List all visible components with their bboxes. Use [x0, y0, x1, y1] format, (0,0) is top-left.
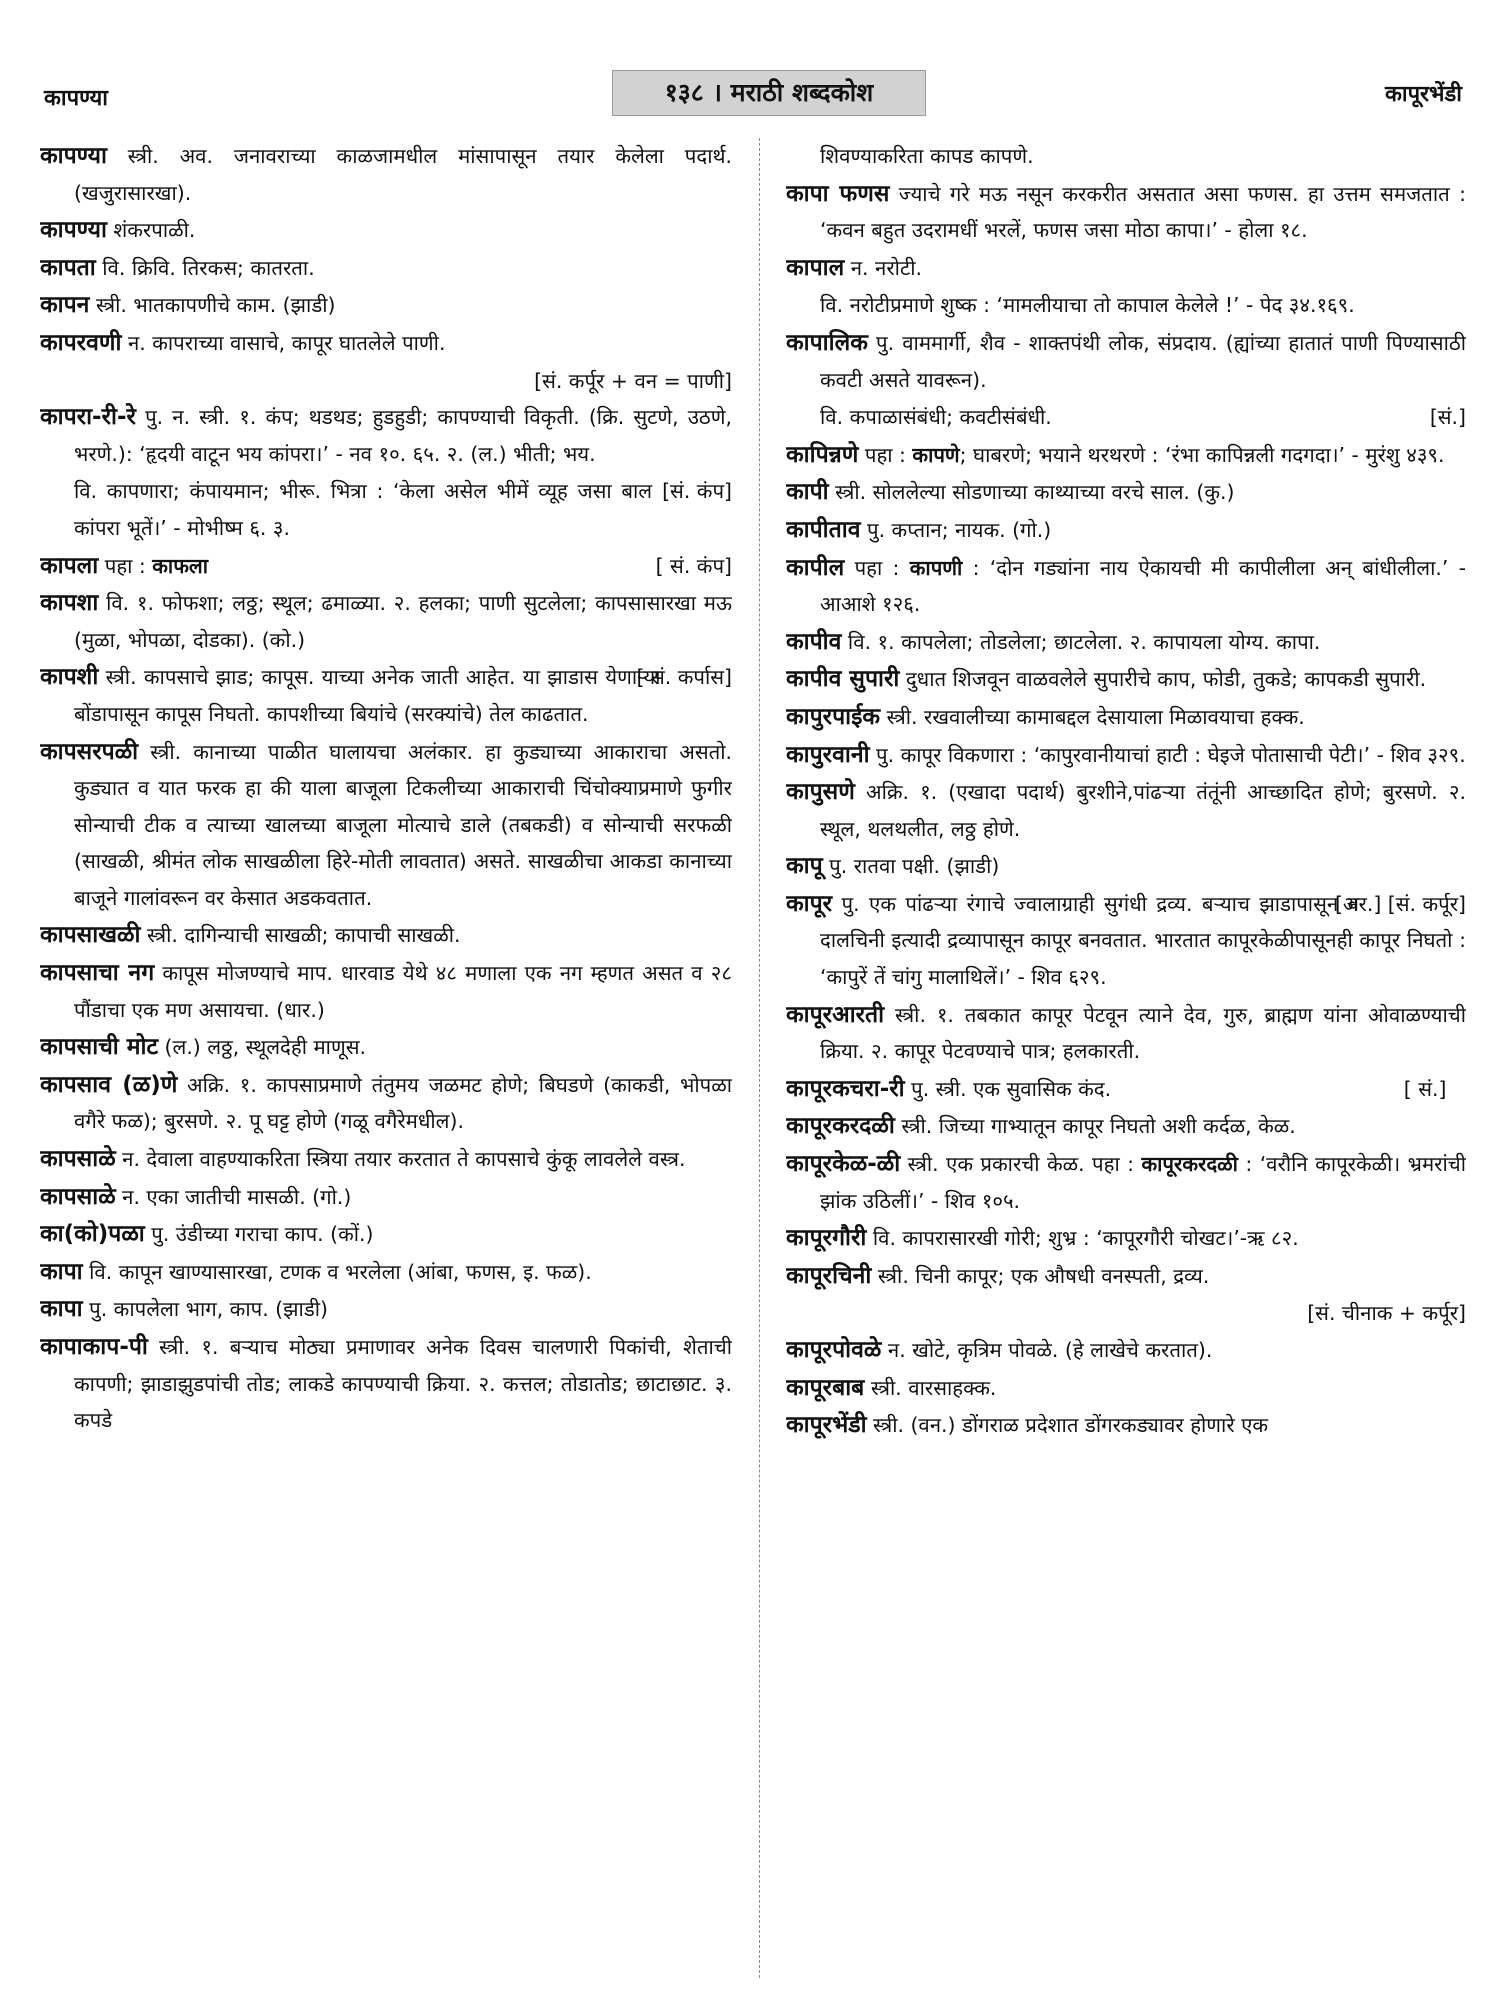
entry-headword: कापण्या	[40, 217, 107, 244]
dictionary-entry	[786, 997, 1466, 1070]
entry-headword: कापशा	[40, 590, 99, 617]
entry-headword: कापूरकेळ-ळी	[786, 1151, 901, 1178]
entry-definition: न. देवाला वाहण्याकरिता स्त्रिया तयार करतात ते कापसाचे कुंकू लावलेले वस्त्र.	[122, 1147, 686, 1172]
dictionary-entry	[786, 250, 1466, 287]
entry-definition: शंकरपाळी.	[113, 218, 196, 243]
dictionary-entry	[40, 250, 732, 287]
entry-definition: पु. एक पांढऱ्या रंगाचे ज्वालाग्राही सुगंधी द्रव्य. बऱ्याच झाडापासून व दालचिनी इत्यादी द्रव्यापासून कापूर बनवतात. भारतात कापूरकेळीपासूनही कापूर निघतो : ‘कापुरें तें चांगु मालाथिलें।’ - शिव ६२९.	[820, 891, 1466, 990]
entry-definition: वि. क्रिवि. तिरकस; कातरता.	[102, 255, 315, 280]
entry-definition: स्त्री. भातकापणीचे काम. (झाडी)	[95, 293, 336, 318]
entry-definition: स्त्री. अव. जनावराच्या काळजामधील मांसापासून तयार केलेला पदार्थ. (खजुरासारखा).	[74, 144, 732, 205]
entry-definition: वि. १. फोफशा; लठ्ठ; स्थूल; ढमाळ्या. २. हलका; पाणी सुटलेला; कापसासारखा मऊ (मुळा, भोपळा, दोडका). (को.)	[74, 591, 732, 652]
entry-headword: कापूरचिनी	[786, 1262, 872, 1289]
dictionary-entry	[786, 1407, 1466, 1444]
entry-definition: स्त्री. १. बऱ्याच मोठ्या प्रमाणावर अनेक दिवस चालणारी पिकांची, शेताची कापणी; झाडाझुडपांची तोड; लाकडे कापण्याची क्रिया. २. कत्तल; तोडातोड; छाटाछाट. ३. कपडे	[74, 1335, 732, 1433]
dictionary-entry	[40, 917, 732, 954]
dictionary-entry	[40, 1141, 732, 1178]
dictionary-entry	[40, 548, 732, 585]
entry-headword: कापा फणस	[786, 180, 890, 207]
entry-headword: कापसाचा नग	[40, 960, 155, 987]
dictionary-entry	[786, 325, 1466, 398]
entry-definition: पु. कप्तान; नायक. (गो.)	[866, 517, 1052, 542]
dictionary-entry	[786, 1370, 1466, 1407]
entry-definition: स्त्री. वारसाहक्क.	[870, 1375, 997, 1400]
dictionary-entry	[40, 325, 732, 362]
dictionary-entry	[786, 1220, 1466, 1257]
entry-headword: कापसरपळी	[40, 738, 139, 765]
dictionary-entry	[786, 699, 1466, 736]
entry-headword: कापू	[786, 853, 823, 880]
entry-headword: कापील	[786, 554, 845, 581]
entry-definition: पु. वाममार्गी, शैव - शाक्तपंथी लोक, संप्रदाय. (ह्यांच्या हातातं पाणी पिण्यासाठी कवटी असते यावरून).	[820, 330, 1466, 392]
entry-source: [सं. चीनाक + कर्पूर]	[1307, 1301, 1466, 1326]
entry-definition: स्त्री. (वन.) डोंगराळ प्रदेशात डोंगरकड्यावर होणारे एक	[873, 1413, 1269, 1438]
entry-headword: कापसाखळी	[40, 922, 141, 949]
entry-cross-reference: कापणी	[909, 555, 963, 580]
entry-definition: न. एका जातीची मासळी. (गो.)	[122, 1184, 352, 1209]
entry-source: [ सं. कंप]	[655, 553, 732, 578]
right-column	[786, 138, 1466, 1990]
entry-cross-reference: काफला	[152, 553, 209, 578]
header-last-word: कापूरभेंडी	[1384, 82, 1462, 107]
entry-definition: शिवण्याकरिता कापड कापणे.	[820, 144, 1034, 168]
dictionary-entry	[786, 774, 1466, 847]
dictionary-entry	[786, 886, 1466, 996]
entry-definition: न. नरोटी.	[850, 255, 922, 280]
entry-source: [अर.] [सं. कर्पूर]	[1334, 891, 1466, 916]
entry-definition: स्त्री. कानाच्या पाळीत घालायचा अलंकार. हा कुड्याच्या आकाराचा असतो. कुड्यात व यात फरक हा की याला बाजूला टिकलीच्या आकाराची चिंचोक्याप्रमाणे फुगीर सोन्याची टीक व त्याच्या खालच्या बाजूला मोत्याचे डाले (तबकडी) व सोन्याची सरफळी (साखळी, श्रीमंत लोक साखळीला हिरे-मोती लावतात) असते. साखळीचा आकडा कानाच्या बाजूने गालांवरून वर केसात अडकवतात.	[74, 739, 732, 910]
entry-definition: स्त्री. १. तबकात कापूर पेटवून त्याने देव, गुरु, ब्राह्मण यांना ओवाळण्याची क्रिया. २. कापूर पेटवण्याचे पात्र; हलकारती.	[820, 1002, 1466, 1064]
entry-definition-cont: : ‘वरौनि कापूरकेळी। भ्रमरांची झांक उठिलीं।’ - शिव १०५.	[820, 1152, 1466, 1213]
entry-definition: न. खोटे, कृत्रिम पोवळे. (हे लाखेचे करतात).	[887, 1338, 1213, 1362]
entry-definition: (ल.) लठ्ठ, स्थूलदेही माणूस.	[164, 1035, 366, 1060]
dictionary-entry	[786, 1258, 1466, 1295]
entry-headword: कापूर	[786, 890, 833, 917]
dictionary-entry	[786, 474, 1466, 511]
dictionary-entry	[40, 1067, 732, 1140]
entry-headword: कापीव सुपारी	[786, 666, 900, 693]
entry-definition: पहा :	[854, 555, 900, 580]
entry-headword: कापाकाप-पी	[40, 1334, 148, 1360]
dictionary-entry	[40, 212, 732, 249]
entry-definition: कापूस मोजण्याचे माप. धारवाड येथे ४८ मणाला एक नग म्हणत असत व २८ पौंडाचा एक मण असायचा. (धार.)	[74, 961, 732, 1022]
entry-definition: अक्रि. १. (एखादा पदार्थ) बुरशीने,पांढऱ्या तंतूंनी आच्छादित होणे; बुरसणे. २. स्थूल, थलथलीत, लठ्ठ होणे.	[820, 780, 1466, 841]
entry-headword: कापसाळे	[40, 1146, 116, 1173]
dictionary-entry	[40, 1329, 732, 1439]
entry-headword: कापसाळे	[40, 1183, 116, 1210]
dictionary-entry	[40, 659, 732, 732]
entry-definition: स्त्री. दागिन्याची साखळी; कापाची साखळी.	[146, 923, 461, 948]
dictionary-entry	[40, 734, 732, 917]
entry-definition: ज्याचे गरे मऊ नसून करकरीत असतात असा फणस. हा उत्तम समजतात : ‘कवन बहुत उदरामधीं भरलें, फणस जसा मोठा कापा।’ - होला १८.	[820, 181, 1466, 243]
dictionary-entry	[40, 287, 732, 324]
entry-definition-cont: : ‘दोन गड्यांना नाय ऐकायची मी कापीलीला अन् बांधीलीला.’ - आआशे १२६.	[820, 555, 1466, 617]
dictionary-entry	[40, 1291, 732, 1328]
entry-headword: कापरा-री-रे	[40, 404, 136, 431]
dictionary-entry	[40, 1029, 732, 1066]
entry-headword: कापूरभेंडी	[786, 1412, 867, 1439]
entry-source: [सं. कर्पूर + वन = पाणी]	[534, 368, 732, 393]
column-divider	[759, 138, 760, 1978]
entry-headword: कापालिक	[786, 329, 868, 356]
entry-source: [ सं. कर्पास]	[636, 665, 732, 690]
dictionary-entry	[786, 624, 1466, 661]
entry-sub-definition: [सं.] वि. कपाळासंबंधी; कवटीसंबंधी.	[786, 399, 1466, 436]
entry-headword: कापूरकचरा-री	[786, 1075, 905, 1102]
entry-headword: कापिन्नणे	[786, 441, 859, 468]
entry-headword: कापुरवानी	[786, 741, 870, 768]
dictionary-entry	[786, 661, 1466, 698]
entry-headword: कापा	[40, 1296, 83, 1323]
entry-headword: कापाल	[786, 254, 845, 281]
entry-headword: कापशी	[40, 664, 99, 691]
dictionary-entry	[786, 512, 1466, 549]
entry-definition-cont: ; घाबरणे; भयाने थरथरणे : ‘रंभा कापिन्नली गदगदा।’ - मुरंशु ४३९.	[959, 442, 1445, 467]
entry-headword: कापता	[40, 254, 96, 281]
entry-definition: पहा :	[104, 553, 146, 578]
entry-headword: कापूरकरदळी	[786, 1113, 895, 1140]
entry-source: [सं.]	[1429, 405, 1466, 430]
entry-definition: स्त्री. जिच्या गाभ्यातून कापूर निघतो अशी कर्दळ, केळ.	[901, 1114, 1296, 1139]
entry-source: [सं. कंप]	[662, 479, 732, 504]
entry-headword: का(को)पळा	[40, 1221, 145, 1248]
dictionary-entry	[40, 585, 732, 658]
entry-headword: कापला	[40, 552, 99, 579]
dictionary-entry	[40, 1254, 732, 1291]
dictionary-entry	[786, 1108, 1466, 1145]
dictionary-entry	[786, 1332, 1466, 1369]
entry-sub-definition: वि. नरोटीप्रमाणे शुष्क : ‘मामलीयाचा तो कापाल केलेले !’ - पेद ३४.१६९.	[820, 293, 1355, 318]
entry-source: [ सं.]	[1403, 1076, 1447, 1101]
dictionary-entry	[786, 737, 1466, 774]
entry-definition: वि. कापून खाण्यासारखा, टणक व भरलेला (आंबा, फणस, इ. फळ).	[89, 1259, 592, 1284]
entry-cross-reference: कापणे	[912, 442, 960, 467]
entry-definition: दुधात शिजवून वाळवलेले सुपारीचे काप, फोडी, तुकडे; कापकडी सुपारी.	[905, 667, 1427, 692]
entry-definition: पु. कापलेला भाग, काप. (झाडी)	[89, 1297, 328, 1322]
entry-definition: स्त्री. कापसाचे झाड; कापूस. याच्या अनेक जाती आहेत. या झाडास येणाऱ्या बोंडापासून कापूस निघतो. कापशीच्या बियांचे (सरक्यांचे) तेल काढतात.	[74, 665, 661, 726]
entry-headword: कापूरगौरी	[786, 1225, 867, 1252]
entry-definition: पु. स्त्री. एक सुवासिक कंद.	[911, 1076, 1112, 1101]
entry-headword: कापूरआरती	[786, 1001, 885, 1028]
entry-headword: कापूरपोवळे	[786, 1337, 882, 1363]
dictionary-entry	[786, 138, 1466, 175]
dictionary-entry	[786, 437, 1466, 474]
entry-headword: कापीव	[786, 628, 842, 655]
entry-headword: कापी	[786, 479, 829, 506]
dictionary-entry	[40, 399, 732, 472]
dictionary-entry	[40, 955, 732, 1028]
entry-headword: कापन	[40, 292, 90, 319]
entry-headword: कापण्या	[40, 143, 107, 169]
dictionary-entry	[786, 176, 1466, 249]
entry-definition: स्त्री. सोललेल्या सोडणाच्या काथ्याच्या वरचे साल. (कु.)	[835, 480, 1235, 505]
entry-headword: कापरवणी	[40, 329, 122, 356]
entry-definition: पु. कापूर विकणारा : ‘कापुरवानीयाचां हाटी : घेइजे पोतासाची पेटी।’ - शिव ३२९.	[876, 742, 1466, 767]
dictionary-entry	[40, 138, 732, 211]
entry-definition: पु. उंडीच्या गराचा काप. (कों.)	[151, 1222, 374, 1247]
entry-headword: कापा	[40, 1258, 83, 1285]
entry-headword: कापुरपाईक	[786, 703, 881, 730]
dictionary-entry	[786, 848, 1466, 885]
entry-definition: पु. न. स्त्री. १. कंप; थडथड; हुडहुडी; कापण्याची विकृती. (क्रि. सुटणे, उठणे, भरणे.): ‘हृदयी वाटून भय कांपरा।’ - नव १०. ६५. २. (ल.) भीती; भय.	[74, 405, 732, 466]
entry-definition: न. कापराच्या वासाचे, कापूर घातलेले पाणी.	[127, 330, 446, 355]
entry-definition: अक्रि. १. कापसाप्रमाणे तंतुमय जळमट होणे; बिघडणे (काकडी, भोपळा वगैरे फळ); बुरसणे. २. पू घट्ट होणे (गळू वगैरेमधील).	[74, 1072, 732, 1134]
entry-definition: स्त्री. चिनी कापूर; एक औषधी वनस्पती, द्रव्य.	[877, 1263, 1210, 1288]
entry-definition: पु. रातवा पक्षी. (झाडी)	[829, 854, 1000, 879]
entry-headword: कापसाची मोट	[40, 1034, 159, 1061]
entry-headword: कापुसणे	[786, 779, 855, 806]
header-title-box: १३८ । मराठी शब्दकोश	[612, 70, 926, 116]
header-first-word: कापण्या	[44, 86, 108, 111]
entry-headword: कापसाव (ळ)णे	[40, 1071, 178, 1098]
entry-definition: वि. १. कापलेला; तोडलेला; छाटलेला. २. कापायला योग्य. कापा.	[847, 629, 1321, 654]
entry-definition: स्त्री. एक प्रकारची केळ. पहा :	[907, 1152, 1135, 1177]
entry-definition: पहा :	[864, 442, 906, 467]
page-header	[38, 70, 1462, 126]
entry-headword: कापूरबाब	[786, 1374, 865, 1401]
dictionary-entry	[40, 1179, 732, 1216]
dictionary-entry	[40, 1216, 732, 1253]
entry-cross-reference: कापूरकरदळी	[1141, 1152, 1238, 1177]
dictionary-entry	[786, 1071, 1466, 1108]
entry-sub-definition: [सं. कंप] वि. कापणारा; कंपायमान; भीरू. भित्रा : ‘केला असेल भीमें व्यूह जसा बाल कांपरा भूतें।’ - मोभीष्म ६. ३.	[40, 473, 732, 546]
left-column	[40, 138, 732, 1990]
entry-definition: वि. कापरासारखी गोरी; शुभ्र : ‘कापूरगौरी चोखट।’-ऋ ८२.	[872, 1226, 1299, 1251]
entry-headword: कापीताव	[786, 516, 861, 543]
dictionary-entry	[786, 1146, 1466, 1219]
entry-definition: स्त्री. रखवालीच्या कामाबद्दल देसायाला मिळावयाचा हक्क.	[886, 704, 1305, 729]
dictionary-entry	[786, 550, 1466, 623]
